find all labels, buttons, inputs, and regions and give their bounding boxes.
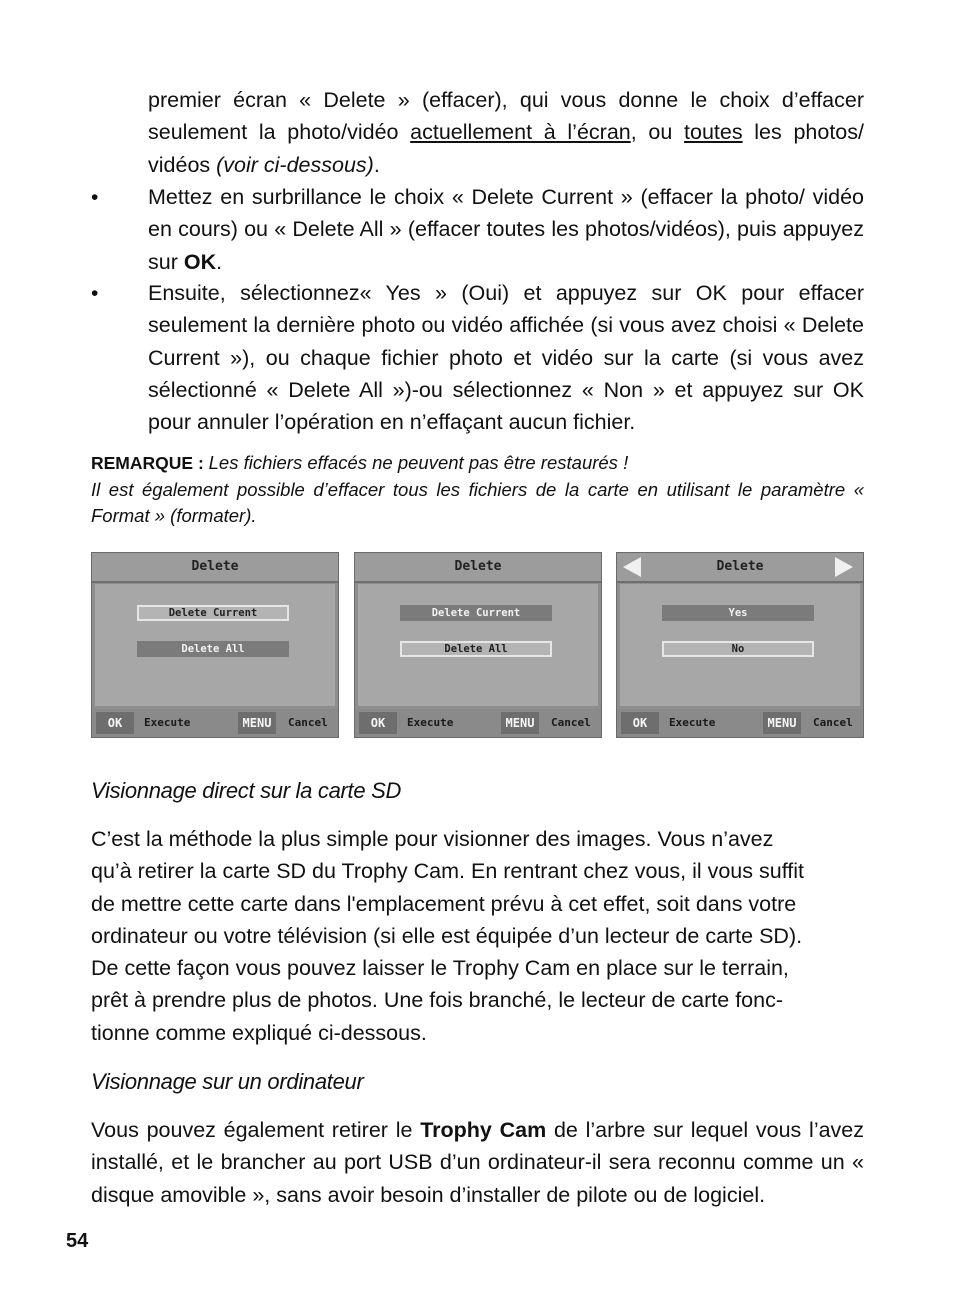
- body-line: De cette façon vous pouvez laisser le Trophy Cam en place sur le terrain,: [91, 956, 789, 981]
- ok-key[interactable]: OK: [96, 712, 134, 734]
- body-line: de mettre cette carte dans l'emplacement prévu à cet effet, soit dans votre: [91, 891, 797, 916]
- screen-footer: [92, 709, 338, 737]
- note-line2: Il est également possible d’effacer tous les fichiers de la carte en utilisant le paramètre « Format » (formater).: [91, 478, 864, 526]
- screen-title: Delete: [355, 553, 601, 583]
- page-number: 54: [66, 1230, 89, 1252]
- camera-screen-delete-all: [91, 552, 339, 738]
- execute-label: Execute: [669, 716, 716, 729]
- screen-title: Delete: [617, 553, 863, 583]
- menu-key[interactable]: MENU: [501, 712, 539, 734]
- section-heading-computer: Visionnage sur un ordinateur: [91, 1069, 364, 1094]
- screen-title: Delete: [92, 553, 338, 583]
- option-delete-current[interactable]: Delete Current: [400, 605, 552, 621]
- bullet-mark: •: [91, 282, 99, 305]
- section-heading-sd-card: Visionnage direct sur la carte SD: [91, 778, 402, 803]
- arrow-left-icon[interactable]: [623, 557, 641, 577]
- arrow-right-icon[interactable]: [835, 557, 853, 577]
- note-line1: Les fichiers effacés ne peuvent pas être restaurés !: [208, 452, 629, 473]
- cancel-label: Cancel: [551, 716, 591, 729]
- option-delete-all[interactable]: Delete All: [400, 641, 552, 657]
- screen-body: [95, 584, 335, 706]
- menu-key[interactable]: MENU: [238, 712, 276, 734]
- camera-screen-confirm: [616, 552, 864, 738]
- body-line: C’est la méthode la plus simple pour visionner des images. Vous n’avez: [91, 827, 774, 851]
- execute-label: Execute: [144, 716, 191, 729]
- option-delete-current[interactable]: Delete Current: [137, 605, 289, 621]
- body-line: qu’à retirer la carte SD du Trophy Cam. En rentrant chez vous, il vous suffit: [91, 859, 805, 884]
- menu-key[interactable]: MENU: [763, 712, 801, 734]
- note-label: REMARQUE :: [91, 453, 209, 473]
- cancel-label: Cancel: [813, 716, 853, 729]
- screen-body: [620, 584, 860, 706]
- screen-footer: [355, 709, 601, 737]
- ok-key[interactable]: OK: [621, 712, 659, 734]
- ok-key[interactable]: OK: [359, 712, 397, 734]
- note-block: [91, 450, 864, 530]
- section-body-computer: Vous pouvez également retirer le Trophy Cam de l’arbre sur lequel vous l’avez installé, et le brancher au port USB d’un ordinateur-il sera reconnu comme un « disque amovible », sans avoir besoin d’installer de pilote ou de logiciel.: [91, 1118, 865, 1207]
- bullet-text-highlight: Mettez en surbrillance le choix « Delete Current » (effacer la photo/ vidéo en cours) ou « Delete All » (effacer toutes les photos/vidéos), puis appuyez sur OK.: [148, 185, 864, 274]
- screen-footer: [617, 709, 863, 737]
- option-no[interactable]: No: [662, 641, 814, 657]
- body-line: tionne comme expliqué ci-dessous.: [91, 1020, 427, 1045]
- intro-paragraph: premier écran « Delete » (effacer), qui vous donne le choix d’effacer seulement la photo/vidéo actuellement à l’écran, ou toutes les photos/ vidéos (voir ci-dessous).: [148, 88, 864, 177]
- bullet-text-confirm: Ensuite, sélectionnez« Yes » (Oui) et appuyez sur OK pour effacer seulement la dernière photo ou vidéo affichée (si vous avez choisi « Delete Current »), ou chaque fichier photo et vidéo sur la carte (si vous avez sélectionné « Delete All »)-ou sélectionnez « Non » et appuyez sur OK pour annuler l’opération en n’effaçant aucun fichier.: [148, 281, 864, 435]
- option-delete-all[interactable]: Delete All: [137, 641, 289, 657]
- body-line: ordinateur ou votre télévision (si elle est équipée d’un lecteur de carte SD).: [91, 923, 803, 948]
- body-line: prêt à prendre plus de photos. Une fois branché, le lecteur de carte fonc-: [91, 988, 783, 1013]
- camera-screen-delete-current: [354, 552, 602, 738]
- execute-label: Execute: [407, 716, 454, 729]
- screen-body: [358, 584, 598, 706]
- bullet-mark: •: [91, 186, 99, 209]
- section-body-sd-card: [91, 823, 864, 1049]
- cancel-label: Cancel: [288, 716, 328, 729]
- option-yes[interactable]: Yes: [662, 605, 814, 621]
